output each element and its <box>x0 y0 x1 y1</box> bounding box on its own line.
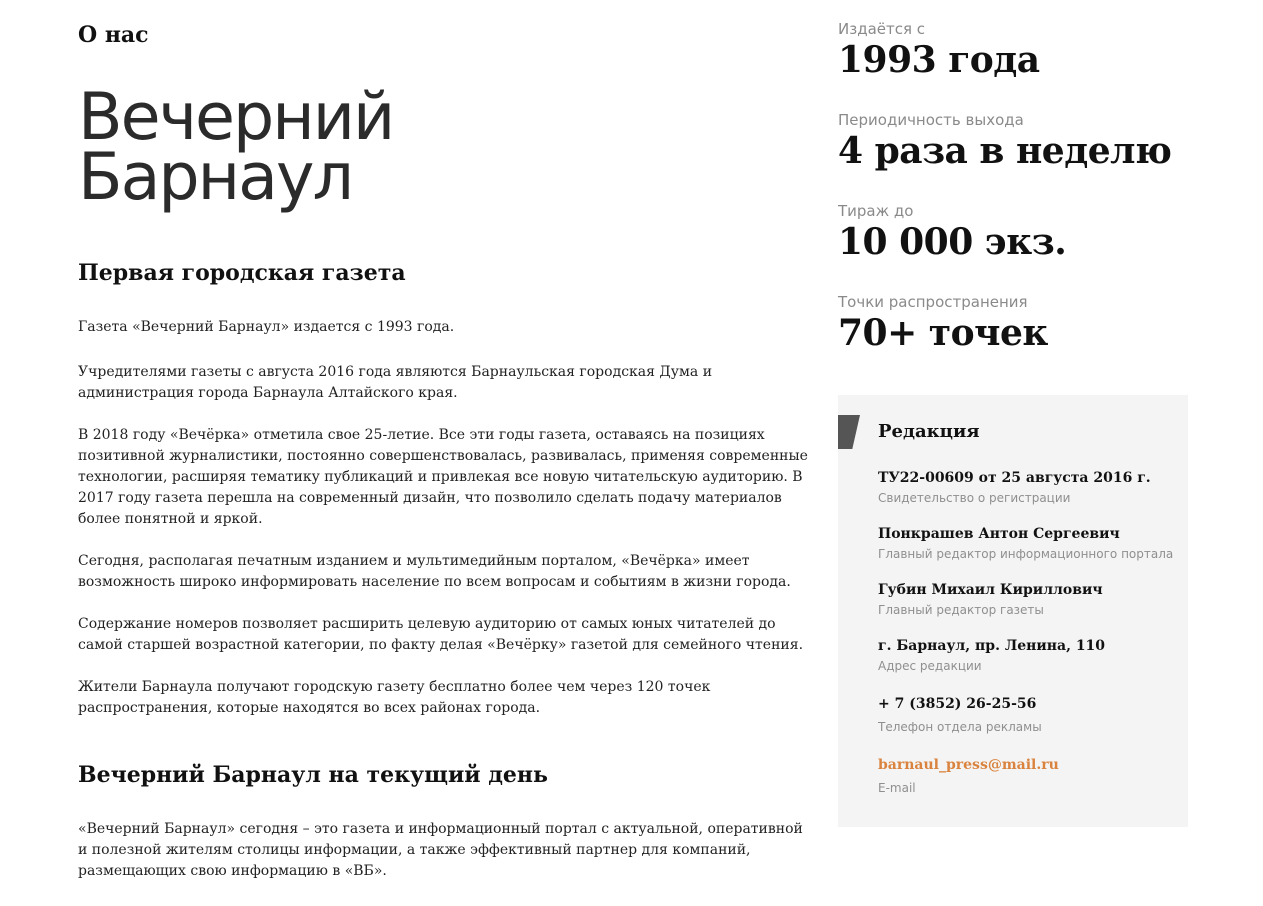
newspaper-editor-label: Главный редактор газеты <box>878 603 1044 617</box>
email-label: E-mail <box>878 781 916 795</box>
paragraph-today: «Вечерний Барнаул» сегодня – это газета и информационный портал с актуальной, оперативной и полезной жителям столицы информации, а также эффективный партнер для компаний, размещающих свою информацию в «ВБ». <box>78 821 803 879</box>
stat-label-distribution: Точки распространения <box>838 293 1028 311</box>
portal-editor-value: Понкрашев Антон Сергеевич <box>878 526 1120 542</box>
editorial-card <box>838 395 1188 827</box>
email-link[interactable]: barnaul_press@mail.ru <box>878 757 1059 773</box>
stat-value-distribution: 70+ точек <box>838 312 1048 354</box>
stat-label-frequency: Периодичность выхода <box>838 111 1024 129</box>
paragraph: В 2018 году «Вечёрка» отметила свое 25-летие. Все эти годы газета, оставаясь на позициях позитивной журналистики, постоянно совершенствовалась, развивалась, применяя современные технологии, расширяя тематику публикаций и привлекая все новую читательскую аудиторию. В 2017 году газета перешла на современный дизайн, что позволило сделать подачу материалов более понятной и яркой. <box>78 427 808 527</box>
phone-label: Телефон отдела рекламы <box>878 720 1042 734</box>
stat-label-since: Издаётся с <box>838 20 926 38</box>
stat-value-frequency: 4 раза в неделю <box>838 130 1172 172</box>
flag-marker-icon <box>838 415 860 449</box>
portal-editor-label: Главный редактор информационного портала <box>878 547 1174 561</box>
newspaper-editor-value: Губин Михаил Кириллович <box>878 582 1103 598</box>
paragraph: Сегодня, располагая печатным изданием и мультимедийным порталом, «Вечёрка» имеет возможность широко информировать население по всем вопросам и событиям в жизни города. <box>78 553 791 590</box>
newspaper-logo <box>78 80 394 215</box>
paragraph: Содержание номеров позволяет расширить целевую аудиторию от самых юных читателей до самой старшей возрастной категории, по факту делая «Вечёрку» газетой для семейного чтения. <box>78 616 804 653</box>
paragraph: Учредителями газеты с августа 2016 года являются Барнаульская городская Дума и администрация города Барнаула Алтайского края. <box>78 364 713 401</box>
registration-label: Свидетельство о регистрации <box>878 491 1071 505</box>
address-value: г. Барнаул, пр. Ленина, 110 <box>878 638 1106 654</box>
logo-line-1: Вечерний <box>78 80 394 155</box>
stat-value-circulation: 10 000 экз. <box>838 221 1067 263</box>
paragraph: Газета «Вечерний Барнаул» издается с 1993 года. <box>78 319 455 335</box>
phone-value[interactable]: + 7 (3852) 26-25-56 <box>878 696 1037 712</box>
stat-label-circulation: Тираж до <box>838 202 914 220</box>
heading-today: Вечерний Барнаул на текущий день <box>78 762 548 788</box>
editorial-title: Редакция <box>878 421 980 442</box>
stat-value-since: 1993 года <box>838 39 1040 81</box>
logo-line-2: Барнаул <box>78 140 353 215</box>
paragraph: Жители Барнаула получают городскую газету бесплатно более чем через 120 точек распространения, которые находятся во всех районах города. <box>78 679 711 716</box>
address-label: Адрес редакции <box>878 659 982 673</box>
registration-value: ТУ22-00609 от 25 августа 2016 г. <box>878 470 1151 486</box>
section-label: О нас <box>78 22 149 48</box>
heading-first-city-newspaper: Первая городская газета <box>78 260 406 286</box>
